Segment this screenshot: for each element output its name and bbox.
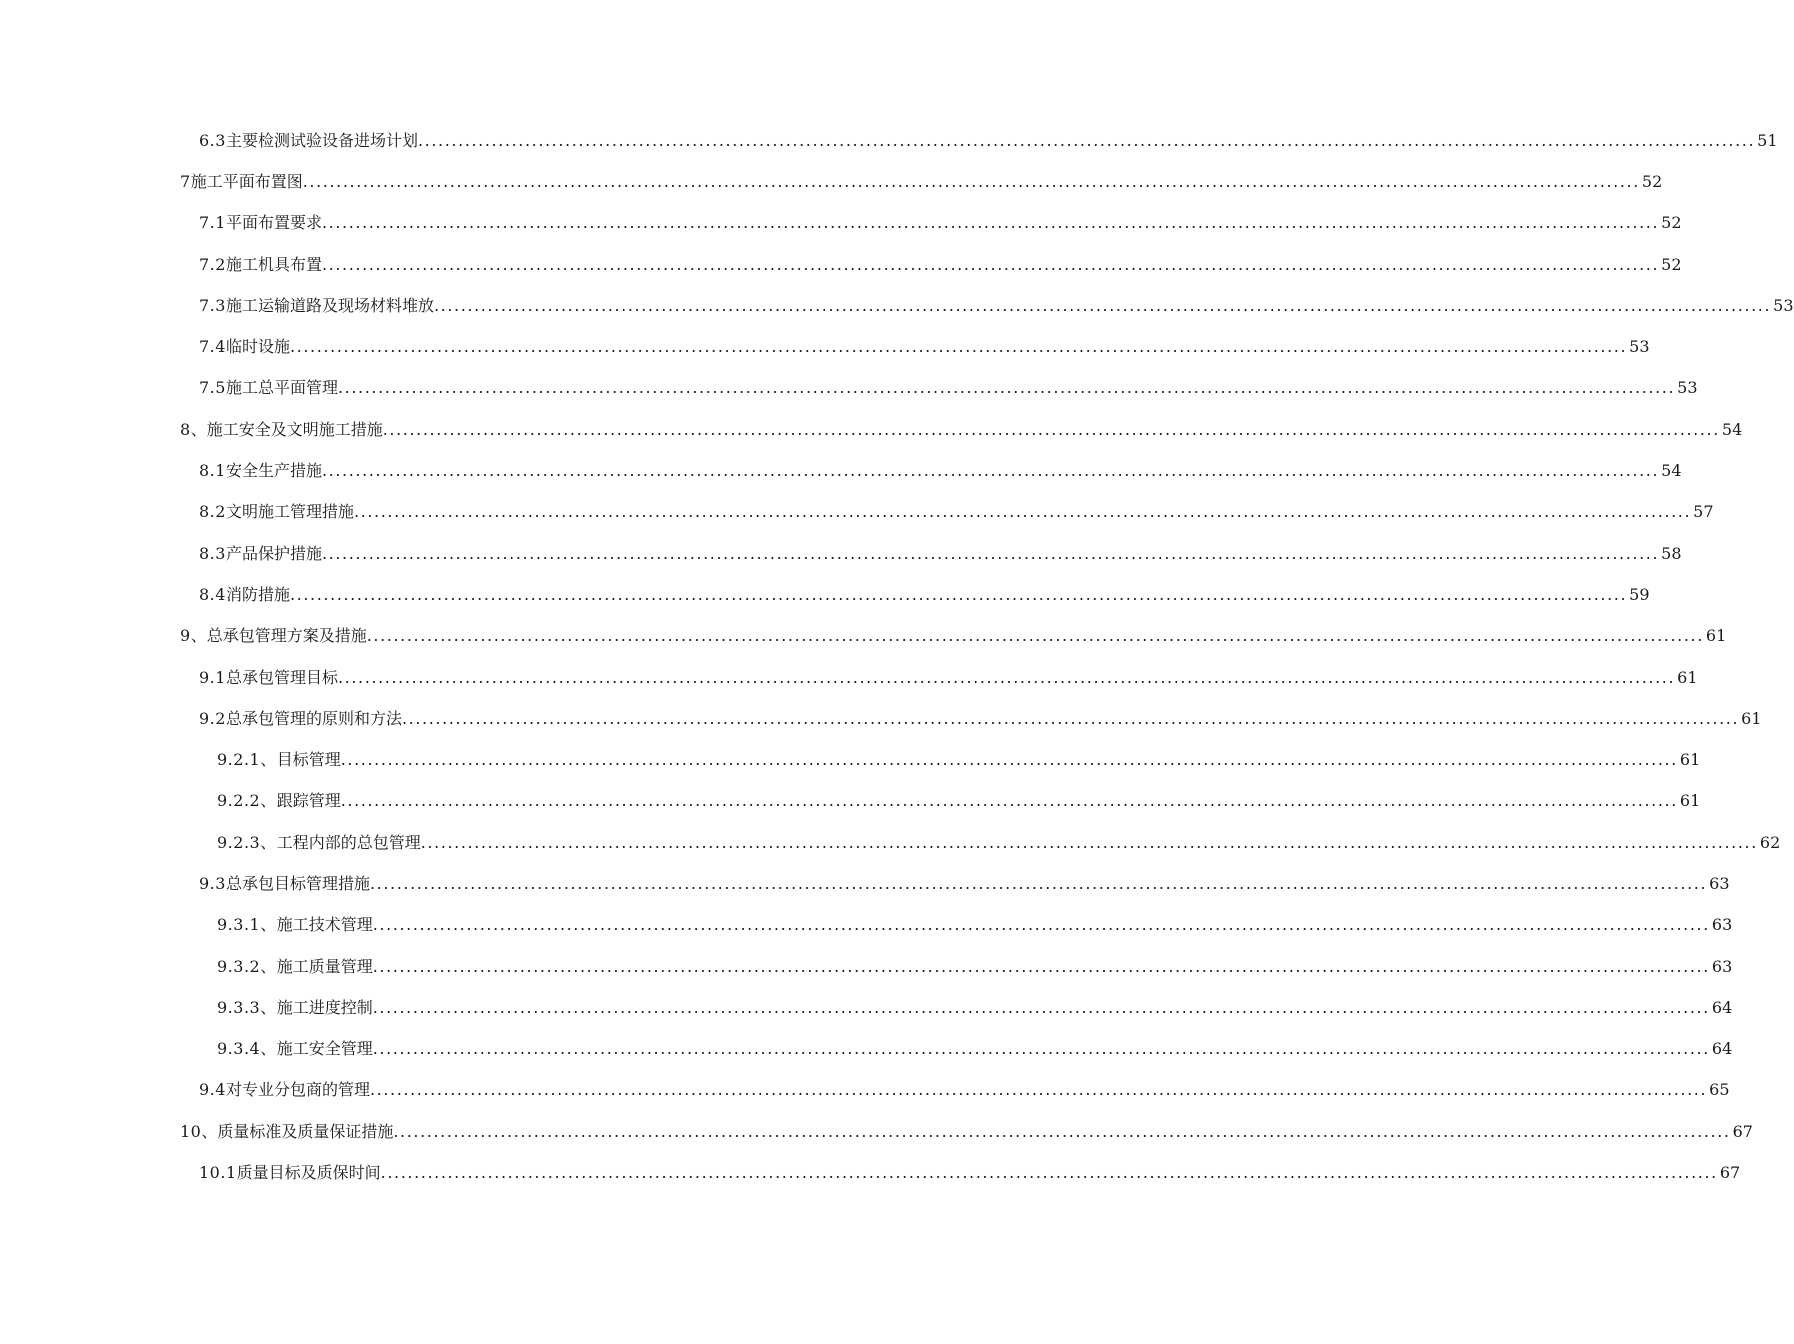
toc-entry-number: 9.3.3、	[217, 997, 277, 1017]
toc-entry-number: 8	[180, 419, 191, 439]
toc-entry-line	[199, 378, 1698, 398]
toc-dot-leader: ........................................................................................................................................................................................................	[321, 213, 1660, 233]
toc-entry-line	[199, 502, 1714, 522]
toc-entry-line	[199, 213, 1682, 233]
toc-entry[interactable]	[0, 409, 1743, 450]
toc-entry-line	[217, 915, 1733, 935]
toc-entry-line	[199, 873, 1730, 894]
toc-entry-title: 、总承包管理方案及措施	[190, 626, 367, 646]
toc-entry-page-number: 62	[1759, 832, 1781, 852]
toc-entry-line	[199, 708, 1762, 729]
toc-entry-title: 产品保护措施	[225, 543, 322, 563]
toc-dot-leader: ........................................................................................................................................................................................................	[353, 502, 1692, 522]
toc-entry-page-number: 63	[1711, 915, 1733, 935]
toc-entry-number: 7.5	[199, 378, 226, 398]
toc-entry-title: 平面布置要求	[225, 213, 322, 233]
toc-entry-title: 施工平面布置图	[190, 171, 303, 191]
toc-entry[interactable]	[0, 698, 1762, 739]
toc-entry-page-number: 53	[1677, 378, 1698, 398]
toc-entry[interactable]	[0, 1111, 1753, 1152]
toc-dot-leader: ........................................................................................................................................................................................................	[393, 1121, 1731, 1141]
toc-dot-leader: ........................................................................................................................................................................................................	[337, 667, 1676, 687]
toc-entry-page-number: 54	[1661, 461, 1682, 481]
toc-entry-page-number: 61	[1705, 626, 1727, 646]
toc-entry[interactable]	[0, 781, 1701, 822]
toc-entry-title: 主要检测试验设备进场计划	[225, 130, 418, 150]
toc-entry[interactable]	[0, 533, 1682, 574]
toc-entry-number: 8.3	[199, 543, 226, 563]
toc-entry-number: 8.4	[199, 584, 226, 604]
toc-dot-leader: ........................................................................................................................................................................................................	[372, 915, 1710, 935]
toc-entry-title: 文明施工管理措施	[225, 502, 354, 522]
toc-dot-leader: ........................................................................................................................................................................................................	[289, 584, 1628, 604]
toc-entry-number: 9.2.3、	[217, 832, 277, 852]
toc-entry-number: 9.3.4、	[217, 1039, 277, 1059]
toc-entry-line	[199, 667, 1698, 688]
toc-entry-number: 8.2	[199, 502, 226, 522]
toc-entry-title: 总承包管理的原则和方法	[225, 708, 402, 728]
toc-entry-title: 、施工安全及文明施工措施	[190, 419, 383, 439]
toc-entry-line	[199, 1080, 1730, 1100]
toc-entry-page-number: 64	[1711, 1039, 1733, 1059]
toc-entry-number: 7.3	[199, 295, 226, 315]
toc-entry-title: 施工总平面管理	[225, 378, 338, 398]
toc-entry-number: 10	[180, 1121, 202, 1141]
toc-entry-page-number: 52	[1661, 254, 1682, 274]
toc-entry-title: 施工运输道路及现场材料堆放	[225, 295, 434, 315]
toc-dot-leader: ........................................................................................................................................................................................................	[372, 1039, 1710, 1059]
toc-entry-title: 施工机具布置	[225, 254, 322, 274]
toc-entry-page-number: 61	[1679, 791, 1701, 811]
toc-entry-number: 9.2.1、	[217, 750, 277, 770]
toc-dot-leader: ........................................................................................................................................................................................................	[372, 956, 1710, 976]
toc-entry[interactable]	[0, 1070, 1730, 1111]
toc-dot-leader: ........................................................................................................................................................................................................	[289, 337, 1628, 357]
toc-entry-title: 对专业分包商的管理	[225, 1080, 370, 1100]
toc-dot-leader: ........................................................................................................................................................................................................	[340, 750, 1678, 770]
toc-entry[interactable]	[0, 285, 1794, 326]
toc-entry-line	[217, 791, 1701, 811]
toc-entry[interactable]	[0, 326, 1650, 367]
toc-entry-title: 目标管理	[276, 750, 341, 770]
toc-entry-page-number: 52	[1661, 213, 1682, 233]
toc-dot-leader: ........................................................................................................................................................................................................	[337, 378, 1676, 398]
toc-entry-line	[199, 337, 1650, 357]
toc-entry[interactable]	[0, 161, 1663, 202]
toc-dot-leader: ........................................................................................................................................................................................................	[302, 171, 1640, 191]
toc-entry-line	[199, 130, 1778, 151]
toc-entry-page-number: 67	[1719, 1163, 1741, 1183]
toc-entry-number: 6.3	[199, 130, 226, 150]
toc-entry-line	[180, 419, 1743, 440]
toc-entry-number: 10.1	[199, 1163, 237, 1183]
toc-entry[interactable]	[0, 863, 1730, 904]
toc-dot-leader: ........................................................................................................................................................................................................	[340, 791, 1678, 811]
toc-entry-title: 跟踪管理	[276, 791, 341, 811]
toc-entry-page-number: 54	[1721, 419, 1743, 439]
toc-entry-title: 临时设施	[225, 337, 290, 357]
toc-dot-leader: ........................................................................................................................................................................................................	[417, 130, 1756, 150]
toc-entry[interactable]	[0, 244, 1682, 285]
toc-entry-page-number: 67	[1732, 1121, 1753, 1141]
toc-entry[interactable]	[0, 1152, 1741, 1193]
toc-dot-leader: ........................................................................................................................................................................................................	[420, 832, 1758, 852]
toc-entry[interactable]	[0, 616, 1727, 657]
toc-entry-page-number: 59	[1629, 584, 1650, 604]
toc-entry-title: 消防措施	[225, 584, 290, 604]
toc-entry-number: 7	[180, 171, 191, 191]
toc-entry-line	[180, 171, 1663, 192]
toc-entry[interactable]	[0, 739, 1701, 780]
toc-entry-page-number: 53	[1629, 337, 1650, 357]
toc-entry[interactable]	[0, 120, 1778, 161]
toc-entry[interactable]	[0, 574, 1650, 615]
toc-entry[interactable]	[0, 987, 1733, 1028]
toc-entry-page-number: 61	[1677, 667, 1698, 687]
toc-entry-title: 工程内部的总包管理	[276, 832, 421, 852]
toc-entry-number: 9	[180, 626, 191, 646]
toc-entry-title: 安全生产措施	[225, 461, 322, 481]
toc-entry-page-number: 63	[1709, 873, 1730, 893]
toc-entry-number: 9.4	[199, 1080, 226, 1100]
toc-entry-line	[199, 254, 1682, 275]
toc-entry-title: 施工质量管理	[276, 956, 373, 976]
toc-entry-line	[217, 997, 1733, 1018]
toc-dot-leader: ........................................................................................................................................................................................................	[433, 295, 1772, 315]
toc-entry-number: 7.1	[199, 213, 226, 233]
toc-entry-title: 总承包目标管理措施	[225, 873, 370, 893]
toc-entry-page-number: 65	[1709, 1080, 1730, 1100]
toc-entry-line	[217, 750, 1701, 770]
toc-entry[interactable]	[0, 822, 1781, 863]
toc-dot-leader: ........................................................................................................................................................................................................	[380, 1163, 1718, 1183]
toc-entry[interactable]	[0, 368, 1698, 409]
toc-entry-number: 9.1	[199, 667, 226, 687]
toc-dot-leader: ........................................................................................................................................................................................................	[366, 626, 1704, 646]
toc-entry-page-number: 51	[1757, 130, 1778, 150]
toc-entry-number: 7.2	[199, 254, 226, 274]
toc-entry-number: 9.3.1、	[217, 915, 277, 935]
toc-entry-number: 7.4	[199, 337, 226, 357]
toc-entry-number: 9.2	[199, 708, 226, 728]
toc-entry-page-number: 58	[1661, 543, 1682, 563]
toc-entry[interactable]	[0, 450, 1682, 491]
toc-dot-leader: ........................................................................................................................................................................................................	[321, 543, 1660, 563]
table-of-contents	[0, 120, 1794, 1194]
toc-entry-page-number: 61	[1741, 708, 1762, 728]
toc-entry-line	[199, 461, 1682, 481]
toc-entry[interactable]	[0, 492, 1714, 533]
toc-entry-title: 质量目标及质保时间	[236, 1163, 381, 1183]
toc-entry-page-number: 64	[1711, 997, 1733, 1017]
toc-dot-leader: ........................................................................................................................................................................................................	[321, 461, 1660, 481]
toc-entry[interactable]	[0, 946, 1733, 987]
toc-dot-leader: ........................................................................................................................................................................................................	[369, 1080, 1708, 1100]
toc-entry-page-number: 53	[1773, 295, 1794, 315]
toc-dot-leader: ........................................................................................................................................................................................................	[369, 873, 1708, 893]
toc-entry-number: 9.2.2、	[217, 791, 277, 811]
toc-entry-line	[199, 543, 1682, 564]
toc-entry-line	[217, 832, 1781, 853]
toc-dot-leader: ........................................................................................................................................................................................................	[401, 708, 1740, 728]
toc-entry-line	[199, 1163, 1741, 1183]
toc-entry-line	[180, 1121, 1753, 1142]
toc-entry-title: 施工进度控制	[276, 997, 373, 1017]
toc-entry[interactable]	[0, 1029, 1733, 1070]
toc-dot-leader: ........................................................................................................................................................................................................	[382, 419, 1720, 439]
toc-entry-line	[217, 956, 1733, 977]
toc-entry-title: 施工安全管理	[276, 1039, 373, 1059]
toc-entry-page-number: 57	[1693, 502, 1714, 522]
toc-entry[interactable]	[0, 203, 1682, 244]
toc-entry-line	[180, 626, 1727, 646]
toc-entry[interactable]	[0, 657, 1698, 698]
toc-entry-page-number: 52	[1641, 171, 1663, 191]
toc-entry-page-number: 61	[1679, 750, 1701, 770]
toc-entry-title: 施工技术管理	[276, 915, 373, 935]
toc-entry-title: 总承包管理目标	[225, 667, 338, 687]
toc-entry-number: 9.3	[199, 873, 226, 893]
toc-dot-leader: ........................................................................................................................................................................................................	[372, 997, 1710, 1017]
toc-entry-number: 8.1	[199, 461, 226, 481]
toc-entry[interactable]	[0, 905, 1733, 946]
toc-entry-page-number: 63	[1711, 956, 1733, 976]
toc-entry-number: 9.3.2、	[217, 956, 277, 976]
toc-dot-leader: ........................................................................................................................................................................................................	[321, 254, 1660, 274]
toc-entry-line	[199, 295, 1794, 316]
toc-entry-title: 、质量标准及质量保证措施	[201, 1121, 394, 1141]
toc-entry-line	[199, 584, 1650, 605]
toc-entry-line	[217, 1039, 1733, 1059]
